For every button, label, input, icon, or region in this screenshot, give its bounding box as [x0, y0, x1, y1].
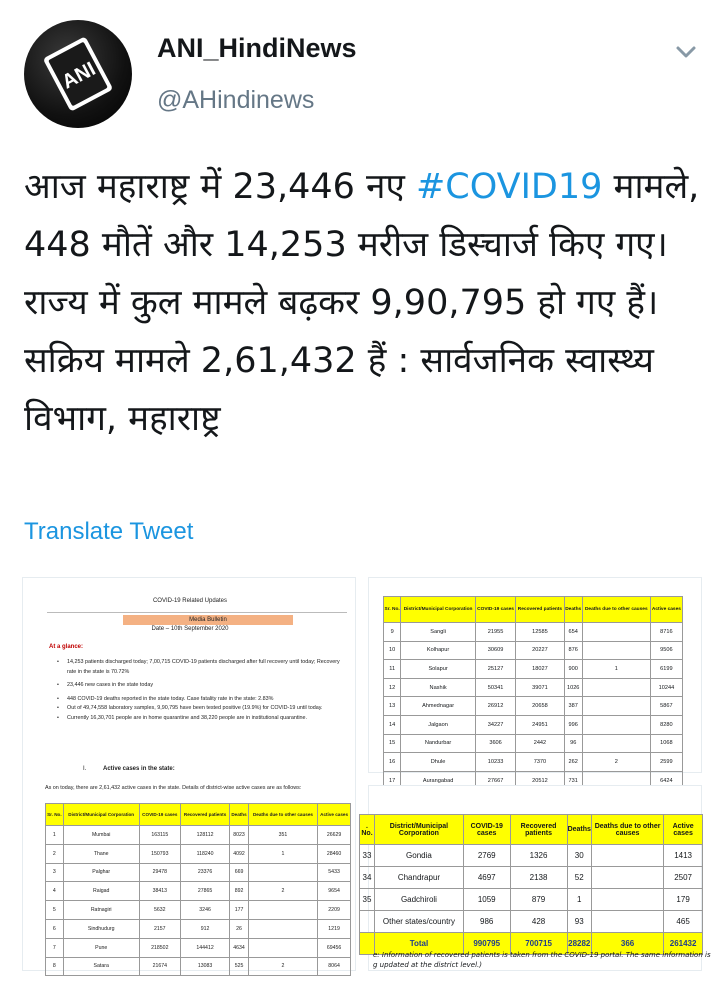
table-cell: 8023	[230, 826, 249, 845]
table-cell: 20512	[516, 771, 564, 790]
table-cell: 26	[230, 919, 249, 938]
table-cell: 2	[248, 882, 317, 901]
table-row	[46, 938, 351, 957]
user-handle[interactable]: @AHindinews	[157, 86, 315, 114]
table-cell: 351	[248, 826, 317, 845]
table-header-cell: . No.	[360, 815, 375, 845]
table-cell: Solapur	[401, 660, 476, 679]
table-cell: Ratnagiri	[63, 901, 139, 920]
table-cell: 879	[510, 889, 567, 911]
doc-active-cases-table	[45, 803, 351, 976]
table-cell: 4092	[230, 844, 249, 863]
table-cell	[248, 901, 317, 920]
table-cell: 17	[384, 771, 401, 790]
table-row	[46, 957, 351, 976]
table-cell: 128112	[180, 826, 229, 845]
table-cell: 2138	[510, 867, 567, 889]
tweet-text-part-1: आज महाराष्ट्र में 23,446 नए	[24, 167, 416, 207]
hashtag-link[interactable]: #COVID19	[415, 167, 603, 207]
table-cell: 179	[664, 889, 703, 911]
table-total-cell: 990795	[463, 933, 510, 955]
doc-bullet: • 23,446 new cases in the state today	[57, 681, 349, 691]
table-row	[384, 734, 683, 753]
table-cell: 465	[664, 911, 703, 933]
table-cell: 14	[384, 715, 401, 734]
display-name[interactable]: ANI_HindiNews	[157, 33, 357, 63]
table-cell	[248, 919, 317, 938]
table-cell: 3606	[475, 734, 515, 753]
table-cell: 3246	[180, 901, 229, 920]
table-cell: 69456	[318, 938, 351, 957]
table-cell: Jalgaon	[401, 715, 476, 734]
table-cell: 34227	[475, 715, 515, 734]
table-row	[360, 911, 703, 933]
table-row	[46, 882, 351, 901]
doc-heading: COVID-19 Related Updates	[152, 598, 228, 604]
table-row	[384, 715, 683, 734]
table-cell: 8280	[650, 715, 682, 734]
table-cell: 912	[180, 919, 229, 938]
table-cell: 177	[230, 901, 249, 920]
table-cell: 26629	[318, 826, 351, 845]
table-cell: 163115	[139, 826, 180, 845]
table-cell: 8064	[318, 957, 351, 976]
table-header-cell: Active cases	[650, 597, 682, 623]
avatar[interactable]	[24, 20, 132, 128]
table-cell: 1413	[664, 845, 703, 867]
table-row	[384, 660, 683, 679]
table-cell	[582, 697, 650, 716]
media-grid	[22, 577, 711, 971]
table-cell: 1	[248, 844, 317, 863]
doc-bullet: • Out of 49,74,558 laboratory samples, 9,90,795 have been tested positive (19.9%) for COVID-19 until today.	[57, 704, 349, 714]
table-cell: Palghar	[63, 863, 139, 882]
table-cell: 11	[384, 660, 401, 679]
table-cell	[582, 678, 650, 697]
doc-divider	[47, 612, 347, 613]
table-cell: 4697	[463, 867, 510, 889]
table-header-cell: Active cases	[664, 815, 703, 845]
table-cell: 2599	[650, 753, 682, 772]
table-cell: Chandrapur	[375, 867, 464, 889]
table-cell: 1	[46, 826, 64, 845]
table-cell: 16	[384, 753, 401, 772]
doc-band: Media Bulletin	[123, 615, 293, 625]
table-total-cell: Total	[375, 933, 464, 955]
doc-bullet: • Currently 16,30,701 people are in home quarantine and 38,220 people are in institutional quarantine.	[57, 714, 349, 724]
media-image-bulletin[interactable]	[22, 577, 356, 971]
table-cell: 1	[567, 889, 591, 911]
translate-tweet-link[interactable]: Translate Tweet	[24, 518, 194, 545]
table-cell: 428	[510, 911, 567, 933]
table-header-cell: District/Municipal Corporation	[375, 815, 464, 845]
doc-section-number: I.	[83, 766, 87, 772]
table-cell: 1026	[564, 678, 582, 697]
table-cell	[582, 734, 650, 753]
table-cell: 118240	[180, 844, 229, 863]
table-header-cell: COVID-19 cases	[139, 804, 180, 826]
table-header-cell: Deaths due to other causes	[248, 804, 317, 826]
table-row	[384, 753, 683, 772]
table-cell: Gondia	[375, 845, 464, 867]
table-cell: 2442	[516, 734, 564, 753]
doc-paragraph: As on today, there are 2,61,432 active cases in the state. Details of district-wise active cases are as follows:	[45, 785, 302, 791]
table-cell: Gadchiroli	[375, 889, 464, 911]
table-cell: 12585	[516, 623, 564, 642]
table-cell: 29478	[139, 863, 180, 882]
table-header-cell: Sr. No.	[46, 804, 64, 826]
table-cell: 18027	[516, 660, 564, 679]
table-header-cell: District/Municipal Corporation	[63, 804, 139, 826]
table-total-cell: 261432	[664, 933, 703, 955]
table-cell: 27667	[475, 771, 515, 790]
table-cell: 387	[564, 697, 582, 716]
doc-glance-heading: At a glance:	[49, 644, 84, 650]
table-cell: 669	[230, 863, 249, 882]
table-row	[46, 826, 351, 845]
table-cell: 2	[46, 844, 64, 863]
table-cell: 654	[564, 623, 582, 642]
table-cell: 7370	[516, 753, 564, 772]
district-table-bottom	[359, 814, 703, 955]
table-cell: 1068	[650, 734, 682, 753]
table-cell: 6199	[650, 660, 682, 679]
table-cell	[582, 641, 650, 660]
table-header-cell: Deaths	[230, 804, 249, 826]
table-cell: Satara	[63, 957, 139, 976]
avatar-logo-text: ANI	[58, 57, 100, 94]
table-row	[384, 641, 683, 660]
table-cell: 3	[46, 863, 64, 882]
table-cell: 150793	[139, 844, 180, 863]
table-cell: 30	[567, 845, 591, 867]
table-cell: 4	[46, 882, 64, 901]
table-cell	[248, 938, 317, 957]
table-cell: Kolhapur	[401, 641, 476, 660]
table-total-cell: 28282	[567, 933, 591, 955]
table-cell: Pune	[63, 938, 139, 957]
table-cell: 50341	[475, 678, 515, 697]
table-cell: 20227	[516, 641, 564, 660]
table-cell	[360, 911, 375, 933]
table-cell: 9	[384, 623, 401, 642]
table-row	[46, 863, 351, 882]
table-header-cell: Recovered patients	[516, 597, 564, 623]
table-cell: 25127	[475, 660, 515, 679]
doc-bullet: • 448 COVID-19 deaths reported in the state today. Case fatality rate in the state: 2.83%	[57, 695, 349, 705]
table-header-cell: Recovered patients	[510, 815, 567, 845]
table-cell: Aurangabad	[401, 771, 476, 790]
table-row	[360, 867, 703, 889]
table-total-cell: 366	[591, 933, 663, 955]
table-header-cell: Sr. No.	[384, 597, 401, 623]
table-cell: 26912	[475, 697, 515, 716]
doc-date: Date – 10th September 2020	[151, 626, 229, 632]
table-cell: 1	[582, 660, 650, 679]
table-cell: 33	[360, 845, 375, 867]
table-cell: 24951	[516, 715, 564, 734]
table-row	[46, 844, 351, 863]
table-cell: Nandurbar	[401, 734, 476, 753]
table-cell: 27865	[180, 882, 229, 901]
table-footnote: e: Information of recovered patients is taken from the COVID-19 portal. The same information is g updated at the district level.)	[373, 951, 711, 969]
table-cell: 876	[564, 641, 582, 660]
table-cell: 8716	[650, 623, 682, 642]
table-cell	[582, 623, 650, 642]
table-cell: 2157	[139, 919, 180, 938]
table-cell: 1219	[318, 919, 351, 938]
media-image-table-top[interactable]	[368, 577, 702, 784]
table-cell: 15	[384, 734, 401, 753]
table-header-cell: Recovered patients	[180, 804, 229, 826]
table-cell: 900	[564, 660, 582, 679]
table-cell: 144412	[180, 938, 229, 957]
table-cell	[582, 715, 650, 734]
table-cell: 2507	[664, 867, 703, 889]
table-cell: 20658	[516, 697, 564, 716]
table-cell: 1059	[463, 889, 510, 911]
table-cell: 9506	[650, 641, 682, 660]
table-row	[384, 697, 683, 716]
table-cell: 52	[567, 867, 591, 889]
table-header-cell: Active cases	[318, 804, 351, 826]
table-total-cell: 700715	[510, 933, 567, 955]
table-cell: 96	[564, 734, 582, 753]
table-cell: 2769	[463, 845, 510, 867]
table-cell: Ahmednagar	[401, 697, 476, 716]
table-cell: 21674	[139, 957, 180, 976]
table-cell: 13083	[180, 957, 229, 976]
table-header-cell: COVID-19 cases	[463, 815, 510, 845]
table-cell: Dhule	[401, 753, 476, 772]
table-cell: 39071	[516, 678, 564, 697]
table-cell: Nashik	[401, 678, 476, 697]
table-cell: 731	[564, 771, 582, 790]
table-row	[46, 919, 351, 938]
table-cell	[591, 889, 663, 911]
tweet-text-part-2: मामले, 448 मौतें और 14,253 मरीज डिस्चार्ज किए गए। राज्य में कुल मामले बढ़कर 9,90,795 हो गए हैं। सक्रिय मामले 2,61,432 हैं : सार्वजनिक स्वास्थ्य विभाग, महाराष्ट्र	[24, 167, 700, 439]
table-cell	[248, 863, 317, 882]
table-header-cell: District/Municipal Corporation	[401, 597, 476, 623]
table-header-cell: Deaths	[567, 815, 591, 845]
table-row	[46, 901, 351, 920]
table-cell: Raigad	[63, 882, 139, 901]
doc-bullet-list	[57, 658, 349, 724]
table-cell: 93	[567, 911, 591, 933]
table-cell: 525	[230, 957, 249, 976]
doc-section-title: Active cases in the state:	[103, 766, 175, 772]
table-cell: Other states/country	[375, 911, 464, 933]
table-cell: 13	[384, 697, 401, 716]
table-cell: 34	[360, 867, 375, 889]
table-cell: 2209	[318, 901, 351, 920]
table-cell: 5433	[318, 863, 351, 882]
table-cell: 1326	[510, 845, 567, 867]
table-row	[384, 678, 683, 697]
tweet-header	[0, 0, 720, 130]
table-cell: Sindhudurg	[63, 919, 139, 938]
table-cell: 218502	[139, 938, 180, 957]
table-cell: 2	[248, 957, 317, 976]
table-cell: 9654	[318, 882, 351, 901]
table-cell: 5867	[650, 697, 682, 716]
table-cell	[591, 845, 663, 867]
table-cell: Mumbai	[63, 826, 139, 845]
table-cell: Thane	[63, 844, 139, 863]
table-row	[384, 623, 683, 642]
table-cell: 2	[582, 753, 650, 772]
table-cell	[591, 867, 663, 889]
media-image-table-bottom[interactable]	[361, 785, 711, 971]
table-cell: 10	[384, 641, 401, 660]
table-header-cell: Deaths	[564, 597, 582, 623]
table-cell	[591, 911, 663, 933]
ani-logo-icon	[24, 20, 132, 128]
tweet-text	[24, 158, 704, 448]
table-cell: 986	[463, 911, 510, 933]
table-cell: 38413	[139, 882, 180, 901]
table-cell: 996	[564, 715, 582, 734]
table-cell: 8	[46, 957, 64, 976]
table-cell: 28460	[318, 844, 351, 863]
table-header-cell: Deaths due to other causes	[591, 815, 663, 845]
table-row	[360, 845, 703, 867]
table-cell: Sangli	[401, 623, 476, 642]
bulletin-document	[23, 578, 357, 972]
district-table-top	[383, 596, 683, 809]
doc-bullet: • 14,253 patients discharged today; 7,00,715 COVID-19 patients discharged after full recovery until today; Recovery rate in the state is 70.72%	[57, 658, 349, 677]
table-cell: 30609	[475, 641, 515, 660]
table-cell: 262	[564, 753, 582, 772]
table-cell: 6424	[650, 771, 682, 790]
chevron-down-icon[interactable]	[672, 40, 700, 64]
table-cell: 35	[360, 889, 375, 911]
table-cell: 12	[384, 678, 401, 697]
table-cell: 5	[46, 901, 64, 920]
table-header-cell: Deaths due to other causes	[582, 597, 650, 623]
table-cell: 4634	[230, 938, 249, 957]
table-cell: 892	[230, 882, 249, 901]
table-cell: 21955	[475, 623, 515, 642]
table-cell: 10233	[475, 753, 515, 772]
table-cell: 23376	[180, 863, 229, 882]
table-cell: 6	[46, 919, 64, 938]
table-header-cell: COVID-19 cases	[475, 597, 515, 623]
table-row	[360, 889, 703, 911]
table-cell: 7	[46, 938, 64, 957]
table-cell: 10244	[650, 678, 682, 697]
table-cell: 5632	[139, 901, 180, 920]
